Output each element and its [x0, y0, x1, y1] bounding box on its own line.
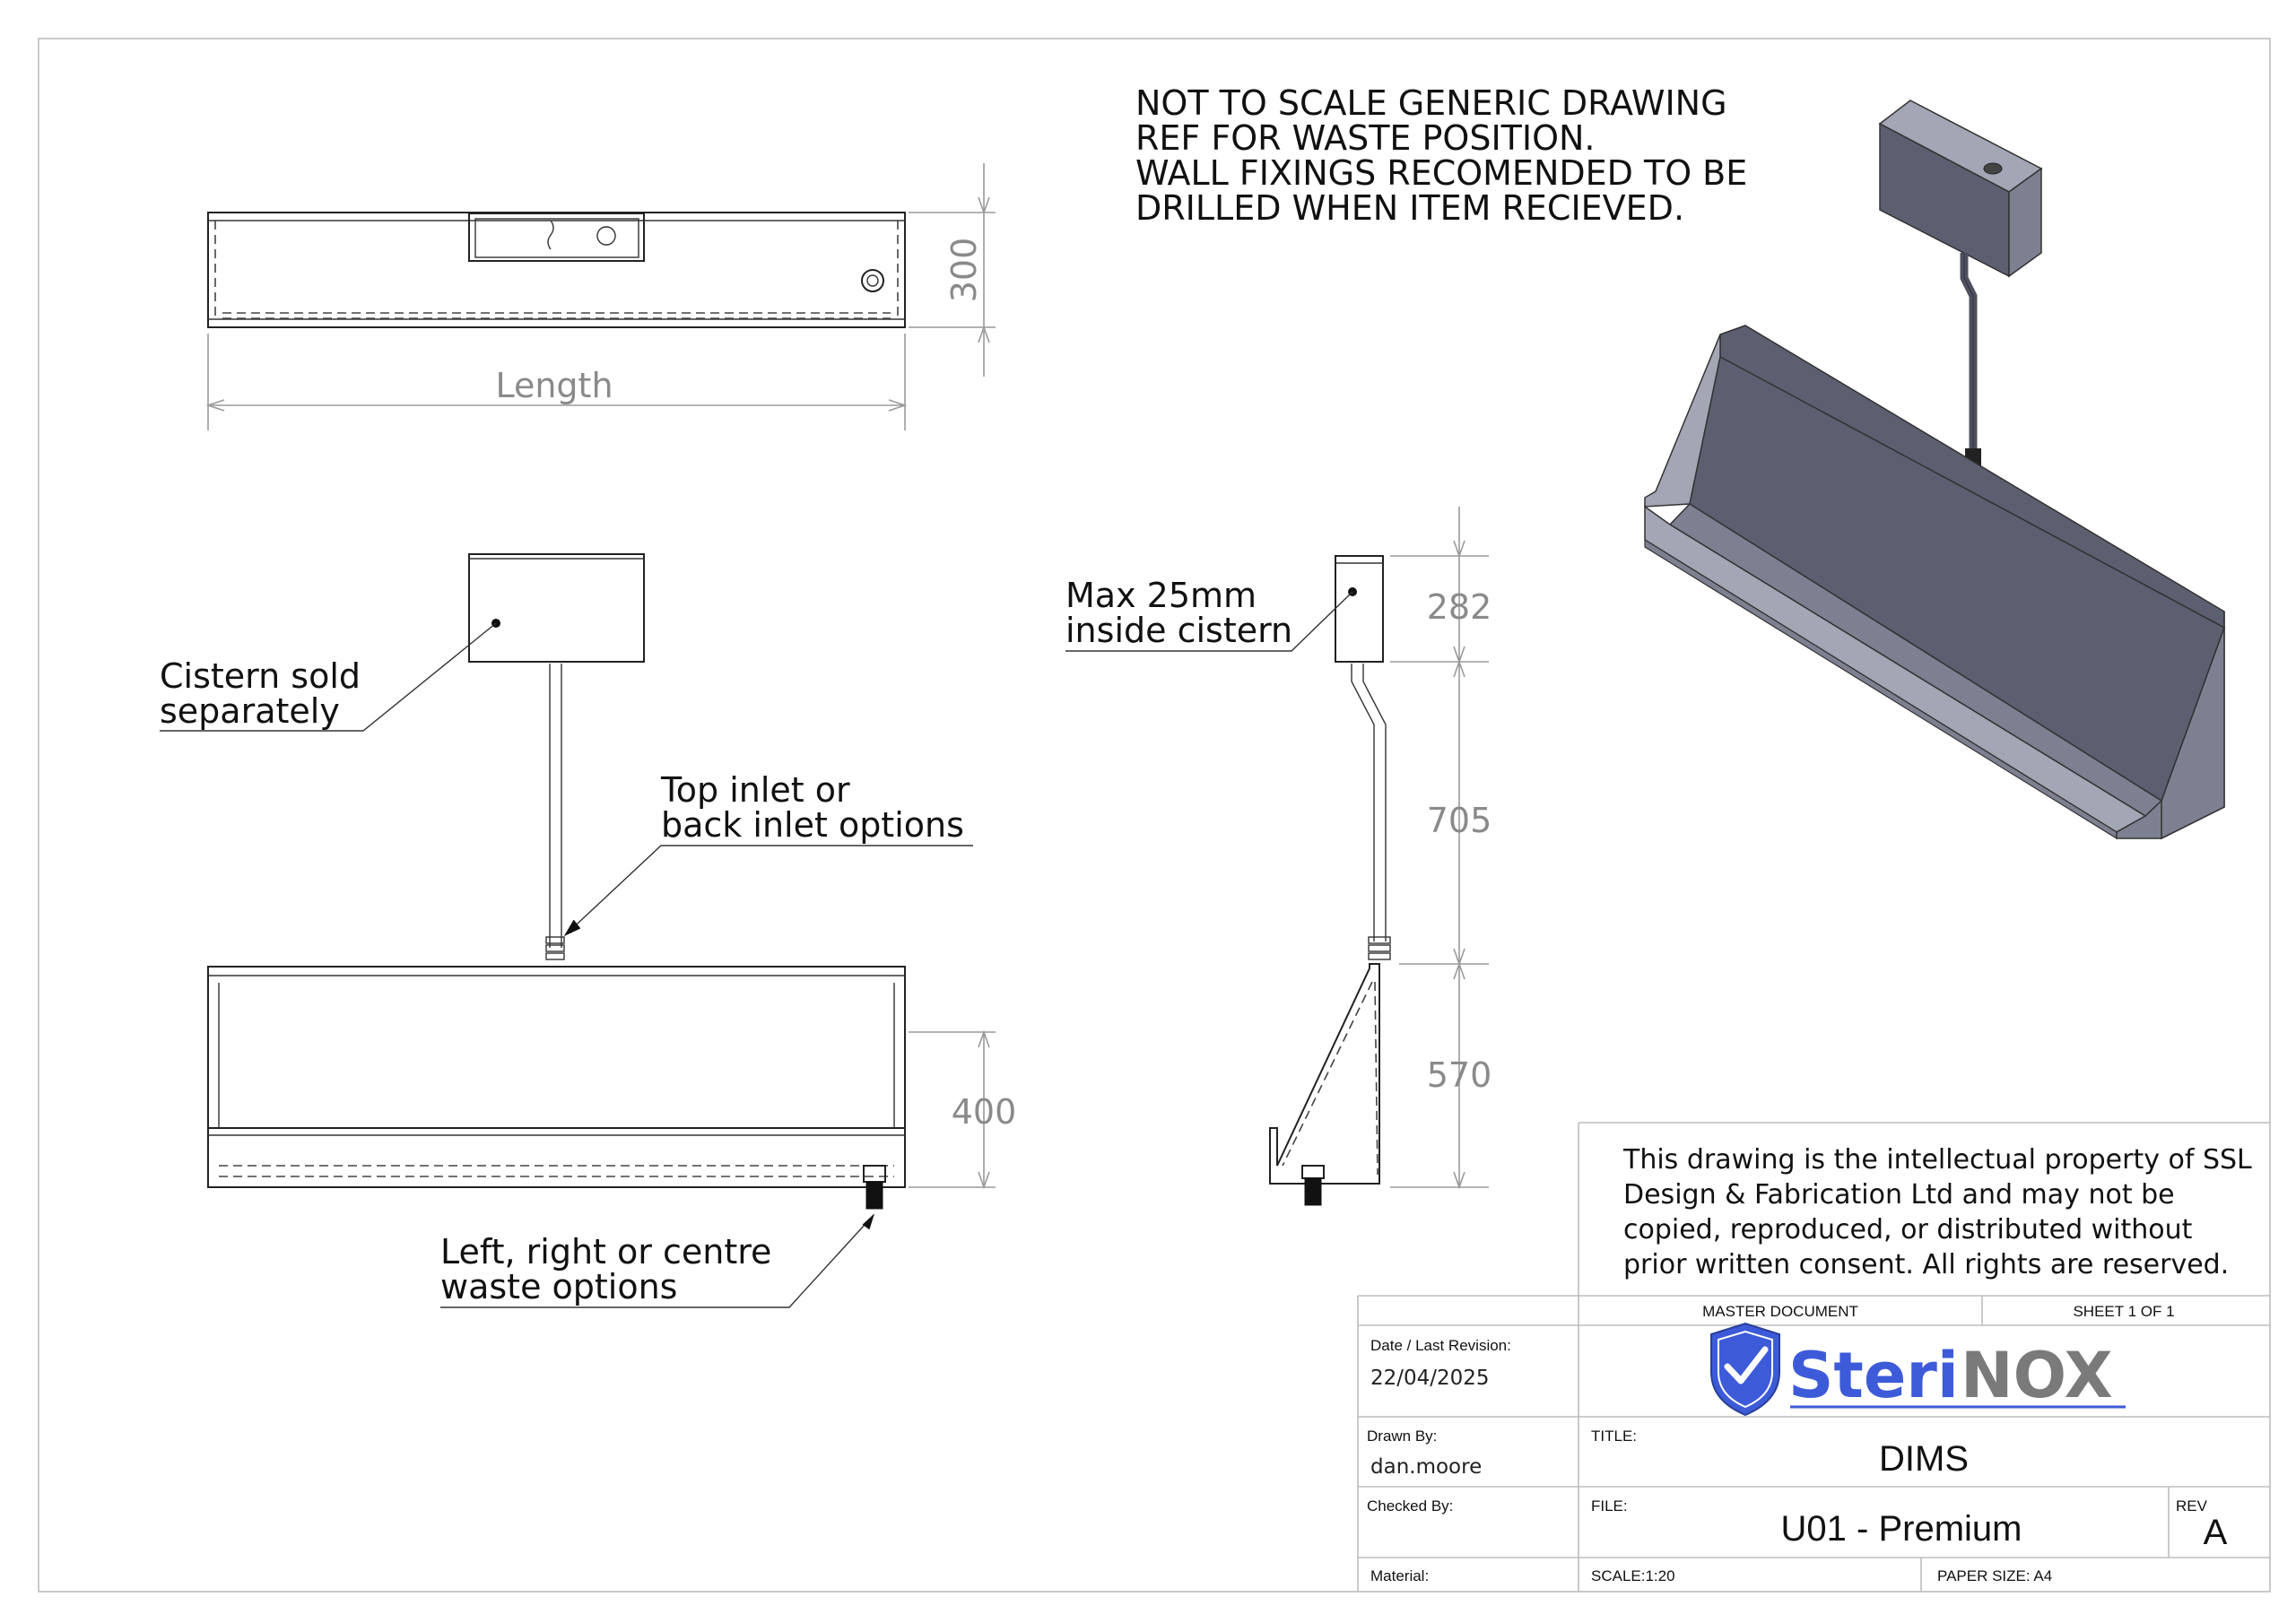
top-view-length-dim: Length [495, 366, 613, 405]
material-label: Material: [1370, 1567, 1430, 1584]
checked-by-label: Checked By: [1367, 1497, 1454, 1515]
max-callout-line1: Max 25mm [1065, 576, 1257, 615]
paper-size-label: PAPER SIZE: A4 [1937, 1567, 2053, 1584]
inlet-callout-line1: Top inlet or [661, 770, 850, 810]
side-cistern-dim: 282 [1426, 587, 1492, 627]
max-callout-line2: inside cistern [1065, 611, 1293, 650]
title-value: DIMS [1879, 1439, 1969, 1479]
side-view [1270, 507, 1492, 1205]
sterinox-logo [1711, 1324, 2126, 1415]
logo-text-steri: Steri [1788, 1339, 1959, 1412]
note-line3: WALL FIXINGS RECOMENDED TO BE [1135, 153, 1748, 193]
top-view-depth-dim: 300 [944, 237, 984, 303]
waste-callout-line1: Left, right or centre [440, 1232, 772, 1271]
cistern-callout-line1: Cistern sold [160, 656, 361, 696]
side-pipe-dim: 705 [1426, 801, 1492, 840]
drawn-by-label: Drawn By: [1367, 1428, 1438, 1445]
date-value: 22/04/2025 [1370, 1367, 1490, 1390]
note-line2: REF FOR WASTE POSITION. [1135, 118, 1596, 158]
top-view [208, 163, 996, 430]
rev-label: REV [2176, 1497, 2207, 1515]
date-label: Date / Last Revision: [1370, 1337, 1511, 1354]
isometric-product-view [1645, 100, 2224, 838]
cistern-callout-line2: separately [160, 691, 340, 731]
title-label: TITLE: [1591, 1428, 1638, 1445]
copyright-line1: This drawing is the intellectual property of SSL [1623, 1144, 2252, 1176]
file-label: FILE: [1591, 1497, 1628, 1515]
waste-callout-line2: waste options [440, 1267, 678, 1306]
side-trough-dim: 570 [1426, 1055, 1492, 1095]
rev-value: A [2203, 1513, 2228, 1552]
drawn-by-value: dan.moore [1370, 1455, 1483, 1479]
copyright-line2: Design & Fabrication Ltd and may not be [1623, 1179, 2175, 1211]
copyright-line3: copied, reproduced, or distributed without [1623, 1214, 2193, 1245]
logo-text-nox: NOX [1961, 1339, 2113, 1412]
inlet-callout-line2: back inlet options [661, 805, 964, 845]
front-view [208, 554, 1016, 1209]
master-document-label: MASTER DOCUMENT [1702, 1303, 1858, 1320]
front-height-dim: 400 [951, 1092, 1017, 1132]
file-value: U01 - Premium [1780, 1509, 2022, 1549]
copyright-line4: prior written consent. All rights are reserved. [1623, 1249, 2230, 1280]
scale-label: SCALE:1:20 [1591, 1567, 1675, 1584]
note-line1: NOT TO SCALE GENERIC DRAWING [1135, 83, 1727, 123]
note-line4: DRILLED WHEN ITEM RECIEVED. [1135, 188, 1685, 228]
sheet-label: SHEET 1 OF 1 [2073, 1303, 2175, 1320]
